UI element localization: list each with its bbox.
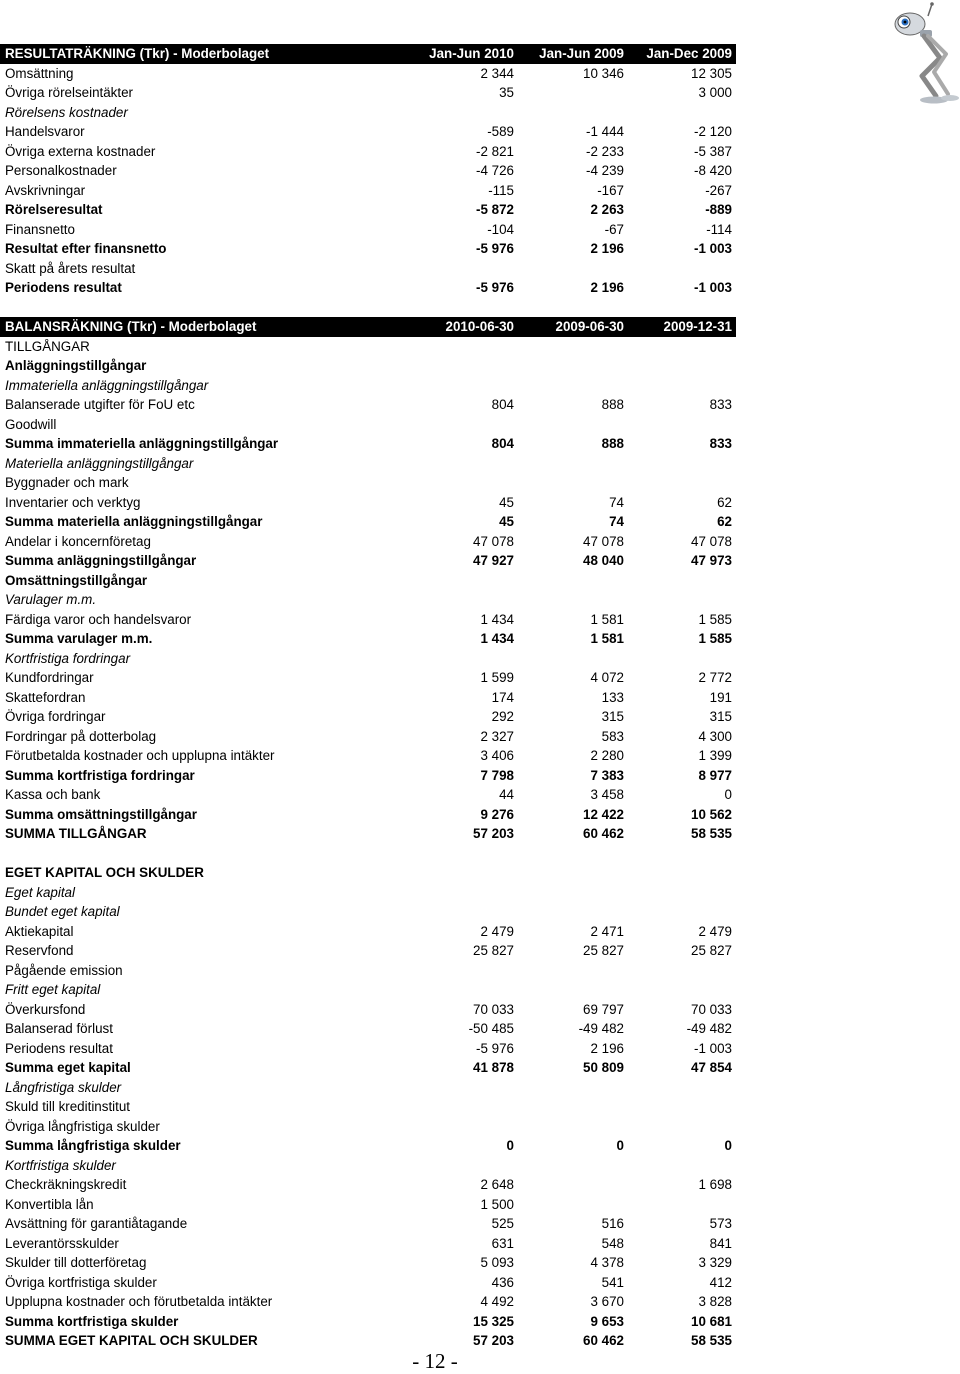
row-value-col-3: 58 535 bbox=[691, 826, 732, 841]
table-row bbox=[0, 220, 736, 240]
row-value-col-2: 2 280 bbox=[590, 748, 624, 763]
table-row bbox=[0, 922, 736, 942]
row-value-col-1: 3 406 bbox=[480, 748, 514, 763]
table-row bbox=[0, 649, 736, 669]
table-row bbox=[0, 590, 736, 610]
table-row bbox=[0, 629, 736, 649]
row-value-col-3: 0 bbox=[724, 1138, 732, 1153]
row-label: Summa omsättningstillgångar bbox=[5, 806, 197, 822]
row-value-col-1: 525 bbox=[491, 1216, 514, 1231]
row-label: Immateriella anläggningstillgångar bbox=[5, 377, 209, 393]
row-label: Summa eget kapital bbox=[5, 1060, 131, 1075]
row-value-col-3: 12 305 bbox=[691, 65, 732, 81]
row-value-col-1: 44 bbox=[499, 787, 514, 802]
row-value-col-3: 1 585 bbox=[698, 611, 732, 627]
row-value-col-2: 48 040 bbox=[583, 553, 624, 568]
row-label: Goodwill bbox=[5, 416, 57, 432]
row-value-col-3: 315 bbox=[709, 709, 732, 724]
table-row bbox=[0, 1195, 736, 1215]
row-value-col-1: 47 078 bbox=[473, 533, 514, 549]
table-row bbox=[0, 239, 736, 259]
income-col-1: Jan-Jun 2010 bbox=[429, 46, 514, 61]
table-row bbox=[0, 1039, 736, 1059]
table-row bbox=[0, 824, 736, 844]
row-value-col-1: -50 485 bbox=[468, 1021, 514, 1036]
row-label: Fritt eget kapital bbox=[5, 982, 101, 997]
table-row bbox=[0, 473, 736, 493]
table-row bbox=[0, 64, 736, 84]
row-value-col-3: 10 562 bbox=[691, 806, 732, 822]
row-value-col-1: -4 726 bbox=[476, 163, 514, 178]
row-value-col-3: 833 bbox=[709, 436, 732, 451]
row-value-col-1: 15 325 bbox=[473, 1313, 514, 1329]
row-value-col-2: 9 653 bbox=[590, 1313, 624, 1329]
row-value-col-3: 1 399 bbox=[698, 748, 732, 763]
row-label: Bundet eget kapital bbox=[5, 904, 120, 919]
row-label: Summa materiella anläggningstillgångar bbox=[5, 514, 263, 529]
table-row bbox=[0, 883, 736, 903]
row-value-col-3: -114 bbox=[706, 221, 732, 237]
table-row bbox=[0, 259, 736, 279]
row-value-col-3: 412 bbox=[709, 1274, 732, 1290]
table-row bbox=[0, 707, 736, 727]
table-row bbox=[0, 551, 736, 571]
row-label: Kundfordringar bbox=[5, 670, 94, 685]
table-row bbox=[0, 1136, 736, 1156]
row-label: Fordringar på dotterbolag bbox=[5, 728, 157, 744]
income-statement-rows bbox=[0, 64, 736, 298]
row-value-col-1: 41 878 bbox=[473, 1060, 514, 1075]
row-label: Skatt på årets resultat bbox=[5, 260, 136, 276]
balance-sheet-header bbox=[0, 317, 736, 337]
table-row bbox=[0, 1253, 736, 1273]
row-label: Omsättning bbox=[5, 65, 74, 81]
row-label: Balanserade utgifter för FoU etc bbox=[5, 397, 195, 412]
row-value-col-1: -5 872 bbox=[476, 202, 514, 217]
row-value-col-1: -2 821 bbox=[476, 143, 514, 159]
table-row bbox=[0, 668, 736, 688]
row-value-col-3: 0 bbox=[724, 787, 732, 802]
row-value-col-1: 804 bbox=[491, 397, 514, 412]
row-value-col-3: -1 003 bbox=[694, 280, 732, 295]
row-value-col-2: 4 072 bbox=[590, 670, 624, 685]
row-value-col-3: -1 003 bbox=[694, 1040, 732, 1056]
table-row bbox=[0, 863, 736, 883]
table-row bbox=[0, 142, 736, 162]
row-value-col-1: 804 bbox=[491, 436, 514, 451]
row-label: Pågående emission bbox=[5, 962, 123, 978]
table-row bbox=[0, 434, 736, 454]
row-label: Handelsvaror bbox=[5, 124, 85, 139]
row-label: Summa långfristiga skulder bbox=[5, 1138, 181, 1153]
row-label: Anläggningstillgångar bbox=[5, 358, 147, 373]
table-row bbox=[0, 337, 736, 357]
row-value-col-3: 841 bbox=[709, 1235, 732, 1251]
income-statement-title: RESULTATRÄKNING (Tkr) - Moderbolaget bbox=[5, 46, 270, 61]
row-value-col-2: 3 670 bbox=[590, 1294, 624, 1309]
table-row bbox=[0, 415, 736, 435]
row-label: Skulder till dotterföretag bbox=[5, 1255, 147, 1270]
row-value-col-3: 58 535 bbox=[691, 1333, 732, 1348]
table-row bbox=[0, 83, 736, 103]
income-col-2: Jan-Jun 2009 bbox=[539, 46, 624, 61]
table-row bbox=[0, 941, 736, 961]
row-value-col-3: -5 387 bbox=[694, 143, 732, 159]
table-row bbox=[0, 1019, 736, 1039]
row-value-col-2: 74 bbox=[609, 494, 624, 510]
row-label: Övriga fordringar bbox=[5, 709, 106, 724]
row-value-col-2: 2 471 bbox=[590, 923, 624, 939]
row-value-col-2: 133 bbox=[601, 689, 624, 705]
table-row bbox=[0, 688, 736, 708]
row-label: Avsättning för garantiåtagande bbox=[5, 1216, 188, 1231]
table-row bbox=[0, 122, 736, 142]
table-row bbox=[0, 1292, 736, 1312]
row-value-col-1: 1 434 bbox=[480, 611, 514, 627]
row-value-col-1: 35 bbox=[499, 85, 514, 100]
row-label: Inventarier och verktyg bbox=[5, 494, 141, 510]
financial-tables bbox=[0, 44, 736, 1351]
row-value-col-1: 2 479 bbox=[480, 923, 514, 939]
table-row bbox=[0, 1058, 736, 1078]
row-value-col-2: 69 797 bbox=[583, 1001, 624, 1017]
row-label: Skattefordran bbox=[5, 689, 86, 705]
row-value-col-1: -5 976 bbox=[476, 241, 514, 256]
row-label: Personalkostnader bbox=[5, 163, 117, 178]
row-value-col-1: 1 500 bbox=[480, 1196, 514, 1212]
row-label: Kassa och bank bbox=[5, 787, 101, 802]
row-value-col-1: 174 bbox=[491, 689, 514, 705]
row-label: Balanserad förlust bbox=[5, 1021, 113, 1036]
row-value-col-3: 3 329 bbox=[698, 1255, 732, 1270]
row-value-col-1: 2 344 bbox=[480, 65, 514, 81]
row-value-col-3: -1 003 bbox=[694, 241, 732, 256]
table-row bbox=[0, 161, 736, 181]
row-value-col-3: 8 977 bbox=[698, 767, 732, 783]
table-row bbox=[0, 727, 736, 747]
row-value-col-2: 548 bbox=[601, 1235, 624, 1251]
row-label: Reservfond bbox=[5, 943, 74, 958]
row-value-col-3: 191 bbox=[709, 689, 732, 705]
table-row bbox=[0, 493, 736, 513]
table-row bbox=[0, 200, 736, 220]
row-label: Periodens resultat bbox=[5, 1040, 113, 1056]
row-label: Rörelsens kostnader bbox=[5, 104, 128, 120]
row-value-col-2: -167 bbox=[597, 182, 624, 198]
income-statement-header bbox=[0, 44, 736, 64]
row-value-col-3: 4 300 bbox=[698, 728, 732, 744]
table-row bbox=[0, 1331, 736, 1351]
row-label: Övriga rörelseintäkter bbox=[5, 85, 134, 100]
row-value-col-1: -115 bbox=[488, 182, 514, 198]
row-value-col-1: 45 bbox=[499, 514, 514, 529]
row-value-col-1: 631 bbox=[491, 1235, 514, 1251]
row-value-col-1: 9 276 bbox=[480, 806, 514, 822]
table-row bbox=[0, 532, 736, 552]
table-row bbox=[0, 1273, 736, 1293]
row-value-col-2: 25 827 bbox=[583, 943, 624, 958]
row-label: Eget kapital bbox=[5, 884, 75, 900]
row-value-col-2: 888 bbox=[601, 436, 624, 451]
table-row bbox=[0, 746, 736, 766]
table-row bbox=[0, 610, 736, 630]
row-value-col-3: -889 bbox=[705, 202, 732, 217]
row-value-col-1: 47 927 bbox=[473, 553, 514, 568]
row-value-col-1: 25 827 bbox=[473, 943, 514, 958]
table-row bbox=[0, 805, 736, 825]
row-value-col-1: 1 434 bbox=[480, 631, 514, 646]
balance-col-2: 2009-06-30 bbox=[555, 319, 624, 334]
row-value-col-2: 60 462 bbox=[583, 826, 624, 841]
row-value-col-2: 10 346 bbox=[583, 65, 624, 81]
row-label: Rörelseresultat bbox=[5, 202, 103, 217]
row-value-col-2: 1 581 bbox=[590, 611, 624, 627]
row-value-col-2: 3 458 bbox=[590, 787, 624, 802]
row-value-col-2: -1 444 bbox=[586, 124, 624, 139]
row-label: Övriga externa kostnader bbox=[5, 143, 156, 159]
table-row bbox=[0, 1312, 736, 1332]
row-value-col-1: 0 bbox=[506, 1138, 514, 1153]
row-label: Kortfristiga fordringar bbox=[5, 650, 131, 666]
table-row bbox=[0, 395, 736, 415]
table-row bbox=[0, 103, 736, 123]
row-value-col-1: 57 203 bbox=[473, 1333, 514, 1348]
row-value-col-3: 25 827 bbox=[691, 943, 732, 958]
row-value-col-2: 315 bbox=[601, 709, 624, 724]
row-label: Varulager m.m. bbox=[5, 592, 97, 607]
row-value-col-1: -589 bbox=[487, 124, 514, 139]
row-value-col-2: 541 bbox=[601, 1274, 624, 1290]
row-value-col-2: 47 078 bbox=[583, 533, 624, 549]
row-label: Summa kortfristiga fordringar bbox=[5, 767, 195, 783]
table-row bbox=[0, 571, 736, 591]
row-label: Summa anläggningstillgångar bbox=[5, 553, 197, 568]
table-row bbox=[0, 1078, 736, 1098]
row-label: Byggnader och mark bbox=[5, 475, 129, 490]
row-value-col-2: 888 bbox=[601, 397, 624, 412]
row-label: Summa immateriella anläggningstillgångar bbox=[5, 436, 279, 451]
robot-mascot-icon bbox=[888, 2, 960, 106]
row-label: Checkräkningskredit bbox=[5, 1177, 127, 1192]
row-value-col-3: -2 120 bbox=[694, 124, 732, 139]
row-value-col-2: 2 196 bbox=[590, 1040, 624, 1056]
row-value-col-2: 516 bbox=[601, 1216, 624, 1231]
row-value-col-3: 1 698 bbox=[698, 1177, 732, 1192]
row-value-col-2: 2 196 bbox=[590, 241, 624, 256]
row-value-col-1: 45 bbox=[499, 494, 514, 510]
row-value-col-2: -4 239 bbox=[586, 163, 624, 178]
table-row bbox=[0, 356, 736, 376]
table-row bbox=[0, 785, 736, 805]
page-number: - 12 - bbox=[412, 1349, 458, 1373]
balance-sheet-title: BALANSRÄKNING (Tkr) - Moderbolaget bbox=[5, 319, 257, 334]
row-label: Konvertibla lån bbox=[5, 1196, 94, 1212]
row-value-col-2: -2 233 bbox=[586, 143, 624, 159]
table-row bbox=[0, 766, 736, 786]
table-row bbox=[0, 1156, 736, 1176]
table-row bbox=[0, 376, 736, 396]
table-row bbox=[0, 1000, 736, 1020]
row-label: Omsättningstillgångar bbox=[5, 572, 148, 588]
row-value-col-1: 70 033 bbox=[473, 1001, 514, 1017]
row-value-col-2: 74 bbox=[609, 514, 624, 529]
row-label: Skuld till kreditinstitut bbox=[5, 1099, 131, 1114]
table-row bbox=[0, 512, 736, 532]
row-label: TILLGÅNGAR bbox=[5, 338, 90, 354]
row-value-col-1: 7 798 bbox=[480, 767, 514, 783]
row-value-col-3: 3 000 bbox=[698, 85, 732, 100]
row-value-col-3: 62 bbox=[717, 494, 732, 510]
row-value-col-2: 2 196 bbox=[590, 280, 624, 295]
row-label: Finansnetto bbox=[5, 221, 75, 237]
row-value-col-2: 60 462 bbox=[583, 1333, 624, 1348]
income-col-3: Jan-Dec 2009 bbox=[646, 46, 732, 61]
table-row bbox=[0, 1175, 736, 1195]
row-label: Färdiga varor och handelsvaror bbox=[5, 611, 192, 627]
row-label: Summa varulager m.m. bbox=[5, 631, 153, 646]
table-row bbox=[0, 454, 736, 474]
table-row bbox=[0, 1214, 736, 1234]
row-value-col-1: 436 bbox=[491, 1274, 514, 1290]
table-row bbox=[0, 902, 736, 922]
row-label: Resultat efter finansnetto bbox=[5, 241, 167, 256]
row-value-col-1: 2 327 bbox=[480, 728, 514, 744]
row-label: Aktiekapital bbox=[5, 923, 74, 939]
row-value-col-2: -67 bbox=[604, 221, 624, 237]
row-value-col-2: 583 bbox=[601, 728, 624, 744]
row-label: Överkursfond bbox=[5, 1001, 86, 1017]
row-value-col-1: 5 093 bbox=[480, 1255, 514, 1270]
row-value-col-1: -5 976 bbox=[476, 1040, 514, 1056]
table-row bbox=[0, 961, 736, 981]
row-value-col-3: 70 033 bbox=[691, 1001, 732, 1017]
row-value-col-3: 833 bbox=[709, 397, 732, 412]
row-value-col-1: 4 492 bbox=[480, 1294, 514, 1309]
row-value-col-3: 47 973 bbox=[691, 553, 732, 568]
row-value-col-3: 2 479 bbox=[698, 923, 732, 939]
row-value-col-2: 2 263 bbox=[590, 202, 624, 217]
balance-col-3: 2009-12-31 bbox=[663, 319, 732, 334]
row-value-col-1: 292 bbox=[491, 709, 514, 724]
row-value-col-1: 57 203 bbox=[473, 826, 514, 841]
row-label: Kortfristiga skulder bbox=[5, 1157, 116, 1173]
row-label: Förutbetalda kostnader och upplupna intäkter bbox=[5, 748, 275, 763]
table-row bbox=[0, 1097, 736, 1117]
row-value-col-3: 3 828 bbox=[698, 1294, 732, 1309]
row-value-col-1: -5 976 bbox=[476, 280, 514, 295]
row-value-col-3: -267 bbox=[705, 182, 732, 198]
table-row bbox=[0, 1234, 736, 1254]
row-value-col-2: 1 581 bbox=[590, 631, 624, 646]
row-label: Övriga långfristiga skulder bbox=[5, 1118, 160, 1134]
row-value-col-3: 2 772 bbox=[698, 670, 732, 685]
row-label: Periodens resultat bbox=[5, 280, 122, 295]
row-value-col-3: -8 420 bbox=[694, 163, 732, 178]
row-value-col-2: 4 378 bbox=[590, 1255, 624, 1270]
row-value-col-3: 47 854 bbox=[691, 1060, 732, 1075]
row-label: Långfristiga skulder bbox=[5, 1079, 122, 1095]
table-row bbox=[0, 844, 736, 864]
row-label: Avskrivningar bbox=[5, 182, 86, 198]
row-label: Materiella anläggningstillgångar bbox=[5, 455, 194, 471]
row-value-col-2: -49 482 bbox=[578, 1021, 624, 1036]
row-value-col-2: 7 383 bbox=[590, 767, 624, 783]
row-label: SUMMA EGET KAPITAL OCH SKULDER bbox=[5, 1333, 258, 1348]
row-value-col-1: -104 bbox=[487, 221, 514, 237]
row-label: Leverantörsskulder bbox=[5, 1235, 119, 1251]
row-label: Summa kortfristiga skulder bbox=[5, 1313, 179, 1329]
table-row bbox=[0, 1117, 736, 1137]
table-row bbox=[0, 278, 736, 298]
table-row bbox=[0, 181, 736, 201]
row-label: EGET KAPITAL OCH SKULDER bbox=[5, 865, 204, 880]
row-value-col-3: 47 078 bbox=[691, 533, 732, 549]
balance-sheet-rows bbox=[0, 337, 736, 1351]
row-value-col-3: 573 bbox=[709, 1216, 732, 1231]
row-label: Andelar i koncernföretag bbox=[5, 533, 151, 549]
balance-col-1: 2010-06-30 bbox=[445, 319, 514, 334]
row-value-col-3: 1 585 bbox=[698, 631, 732, 646]
row-label: Övriga kortfristiga skulder bbox=[5, 1274, 157, 1290]
row-label: SUMMA TILLGÅNGAR bbox=[5, 826, 147, 841]
row-value-col-2: 50 809 bbox=[583, 1060, 624, 1075]
row-value-col-3: 62 bbox=[717, 514, 732, 529]
table-row bbox=[0, 980, 736, 1000]
row-label: Upplupna kostnader och förutbetalda intäkter bbox=[5, 1294, 273, 1309]
row-value-col-2: 0 bbox=[616, 1138, 624, 1153]
row-value-col-3: -49 482 bbox=[686, 1021, 732, 1036]
section-spacer bbox=[0, 298, 736, 318]
row-value-col-3: 10 681 bbox=[691, 1313, 732, 1329]
row-value-col-1: 1 599 bbox=[480, 670, 514, 685]
row-value-col-1: 2 648 bbox=[480, 1177, 514, 1192]
row-value-col-2: 12 422 bbox=[583, 806, 624, 822]
